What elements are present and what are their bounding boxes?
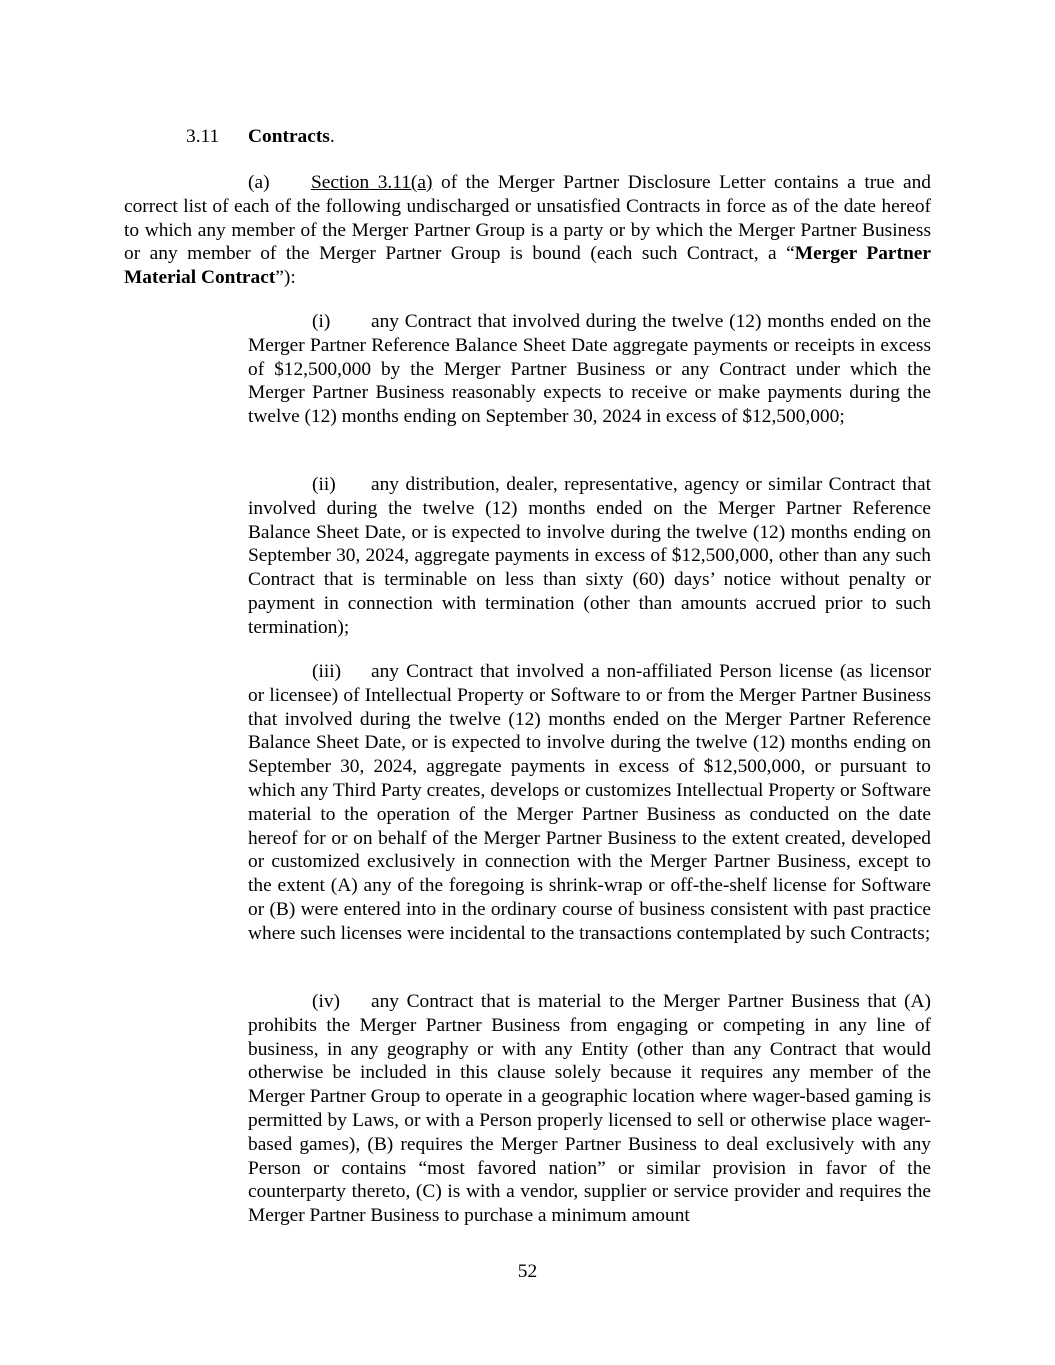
list-item-iii [248, 660, 931, 946]
list-item-ii [248, 473, 931, 640]
item-label: (ii) [312, 474, 336, 495]
list-item-i [248, 310, 931, 429]
item-text: any Contract that involved during the twelve (12) months ended on the Merger Partner Reference Balance Sheet Date aggregate payments or receipts in excess of $12,500,000 by the Merger Partner Business or any Contract under which the Merger Partner Business reasonably expects to receive or make payments during the twelve (12) months ending on September 30, 2024 in excess of $12,500,000; [248, 311, 931, 428]
item-text: any distribution, dealer, representative, agency or similar Contract that involved during the twelve (12) months ended on the Merger Partner Reference Balance Sheet Date, or is expected to involve during the twelve (12) months ending on September 30, 2024, aggregate payments in excess of $12,500,000, other than any such Contract that is terminable on less than sixty (60) days’ notice without penalty or payment in connection with termination (other than amounts accrued prior to such termination); [248, 474, 931, 638]
item-text: any Contract that involved a non-affiliated Person license (as licensor or licensee) of Intellectual Property or Software to or from the Merger Partner Business that involved during the twelve (12) months ended on the Merger Partner Reference Balance Sheet Date, or is expected to involve during the twelve (12) months ending on September 30, 2024, aggregate payments in excess of $12,500,000, or pursuant to which any Third Party creates, develops or customizes Intellectual Property or Software material to the operation of the Merger Partner Business as conducted on the date hereof for or on behalf of the Merger Partner Business to the extent created, developed or customized exclusively in connection with the Merger Partner Business, except to the extent (A) any of the foregoing is shrink-wrap or off-the-shelf license for Software or (B) were entered into in the ordinary course of business consistent with past practice where such licenses were incidental to the transactions contemplated by such Contracts; [248, 661, 931, 944]
item-label: (iv) [312, 991, 340, 1012]
section-title: Contracts [248, 126, 330, 147]
item-label: (iii) [312, 661, 342, 682]
defined-term: Merger Partner Material Contract [124, 243, 931, 289]
paragraph-a [124, 171, 931, 290]
section-heading [186, 125, 335, 149]
list-item-iv [248, 990, 931, 1228]
item-label: (i) [312, 311, 331, 332]
page-number: 52 [517, 1261, 538, 1282]
paragraph-a-closing: ”): [275, 267, 296, 289]
section-reference-link: Section 3.11(a) [311, 172, 433, 193]
item-text: any Contract that is material to the Merger Partner Business that (A) prohibits the Merger Partner Business from engaging or competing in any line of business, in any geography or with any Entity (other than any Contract that would otherwise be included in this clause solely because it requires any member of the Merger Partner Group to operate in a geographic location where wager-based gaming is permitted by Laws, or with a Person properly licensed to sell or otherwise place wager-based games), (B) requires the Merger Partner Business to deal exclusively with any Person or contains “most favored nation” or similar provision in favor of the counterparty thereto, (C) is with a vendor, supplier or service provider and requires the Merger Partner Business to purchase a minimum amount [248, 991, 931, 1227]
section-number: 3.11 [186, 126, 220, 147]
paragraph-a-text: of the Merger Partner Disclosure Letter contains a true and correct list of each of the following undischarged or unsatisfied Contracts in force as of the date hereof to which any member of the Merger Partner Group is a party or by which the Merger Partner Business or any member of the Merger Partner Group is bound (each such Contract, a “ [124, 172, 932, 265]
paragraph-a-label: (a) [248, 172, 270, 193]
section-title-period: . [329, 126, 335, 147]
